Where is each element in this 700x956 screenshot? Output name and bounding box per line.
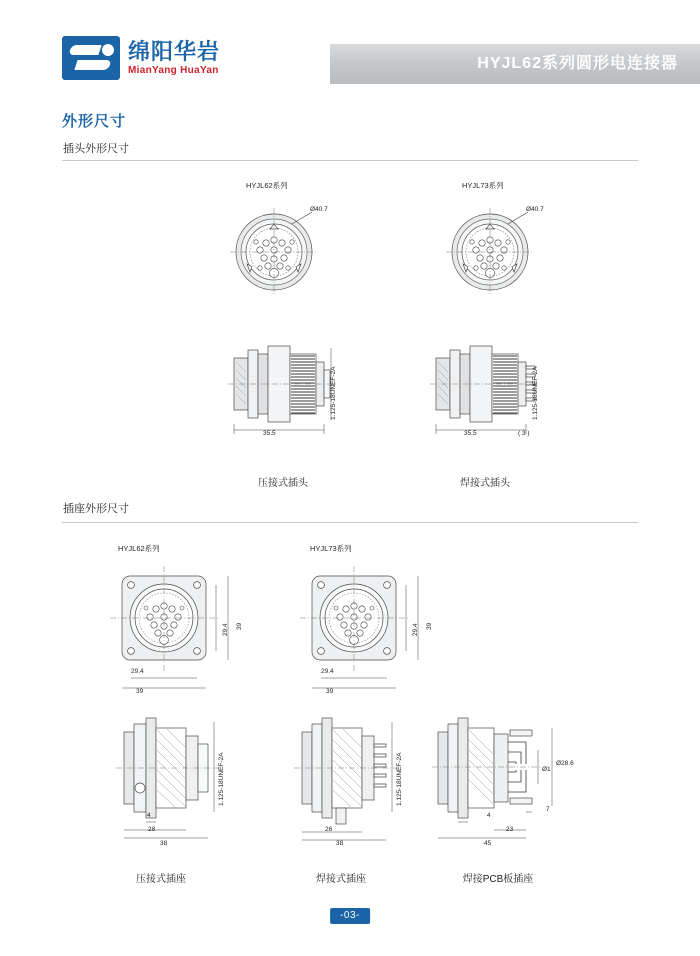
- receptacle-front-view-hyjl62: [104, 562, 254, 702]
- plug-solder-note: ( 3 ): [518, 430, 530, 437]
- receptacle-left-inner-height: 29.4: [222, 623, 229, 636]
- logo-text-en: MianYang HuaYan: [128, 65, 219, 76]
- plug-side-view-crimp: [228, 338, 338, 448]
- page-header: [0, 0, 700, 92]
- receptacle-pcb-d3: 23: [506, 826, 514, 833]
- plug-front-left-dim: Ø40.7: [310, 206, 328, 213]
- receptacle-side-view-pcb: [430, 714, 580, 844]
- receptacle-pcb-phi2: Ø28.6: [556, 760, 574, 767]
- receptacle-pcb-caption: 焊接PCB板插座: [462, 874, 534, 885]
- plug-front-view-hyjl62: [216, 196, 336, 312]
- receptacle-side-view-solder: [292, 714, 412, 844]
- receptacle-front-right-label: HYJL73系列: [310, 544, 352, 553]
- receptacle-left-inner-width: 29.4: [131, 668, 144, 675]
- receptacle-right-inner-width: 29.4: [321, 668, 334, 675]
- receptacle-pcb-d4: 45: [484, 840, 492, 847]
- receptacle-crimp-caption: 压接式插座: [136, 874, 186, 885]
- subsection-title-plug: 插头外形尺寸: [63, 143, 129, 155]
- receptacle-solder-d2: 26: [325, 826, 333, 833]
- plug-front-view-hyjl73: [432, 196, 552, 312]
- divider-plug: [62, 160, 638, 161]
- receptacle-right-outer-width: 39: [326, 688, 334, 695]
- receptacle-solder-caption: 焊接式插座: [316, 874, 366, 885]
- divider-receptacle: [62, 522, 638, 523]
- plug-front-right-label: HYJL73系列: [462, 181, 504, 190]
- receptacle-solder-d3: 38: [336, 840, 344, 847]
- company-logo: [62, 36, 220, 80]
- receptacle-right-inner-height: 29.4: [412, 623, 419, 636]
- section-title: 外形尺寸: [62, 113, 127, 130]
- subsection-title-receptacle: 插座外形尺寸: [63, 503, 129, 515]
- receptacle-solder-thread: 1.125-18UNEF-2A: [396, 752, 403, 806]
- receptacle-front-left-label: HYJL62系列: [118, 544, 160, 553]
- plug-solder-length: 35.5: [464, 430, 477, 437]
- logo-text-cn: 绵阳华岩: [128, 39, 221, 64]
- receptacle-pcb-d2: 4: [487, 812, 491, 819]
- receptacle-left-outer-height: 39: [236, 622, 243, 630]
- receptacle-crimp-d2: 28: [148, 826, 156, 833]
- receptacle-pcb-d1: 7: [546, 806, 550, 813]
- plug-crimp-length: 35.5: [263, 430, 276, 437]
- receptacle-crimp-d1: 4: [147, 812, 151, 819]
- plug-front-left-label: HYJL62系列: [246, 181, 288, 190]
- plug-solder-caption: 焊接式插头: [460, 478, 510, 489]
- logo-mark-icon: [62, 36, 120, 80]
- receptacle-side-view-crimp: [112, 714, 232, 844]
- plug-crimp-thread: 1.125-18UNEF-2A: [330, 366, 337, 420]
- receptacle-pcb-phi1: Ø1: [542, 766, 551, 773]
- header-title: HYJL62系列圆形电连接器: [477, 55, 678, 72]
- receptacle-crimp-d3: 38: [160, 840, 168, 847]
- receptacle-front-view-hyjl73: [294, 562, 444, 702]
- receptacle-crimp-thread: 1.125-18UNEF-2A: [218, 752, 225, 806]
- plug-solder-thread: 1.125-18UNEF-2A: [532, 366, 539, 420]
- receptacle-right-outer-height: 39: [426, 622, 433, 630]
- receptacle-left-outer-width: 39: [136, 688, 144, 695]
- plug-front-right-dim: Ø40.7: [526, 206, 544, 213]
- plug-crimp-caption: 压接式插头: [258, 478, 308, 489]
- page-number: -03-: [330, 908, 370, 924]
